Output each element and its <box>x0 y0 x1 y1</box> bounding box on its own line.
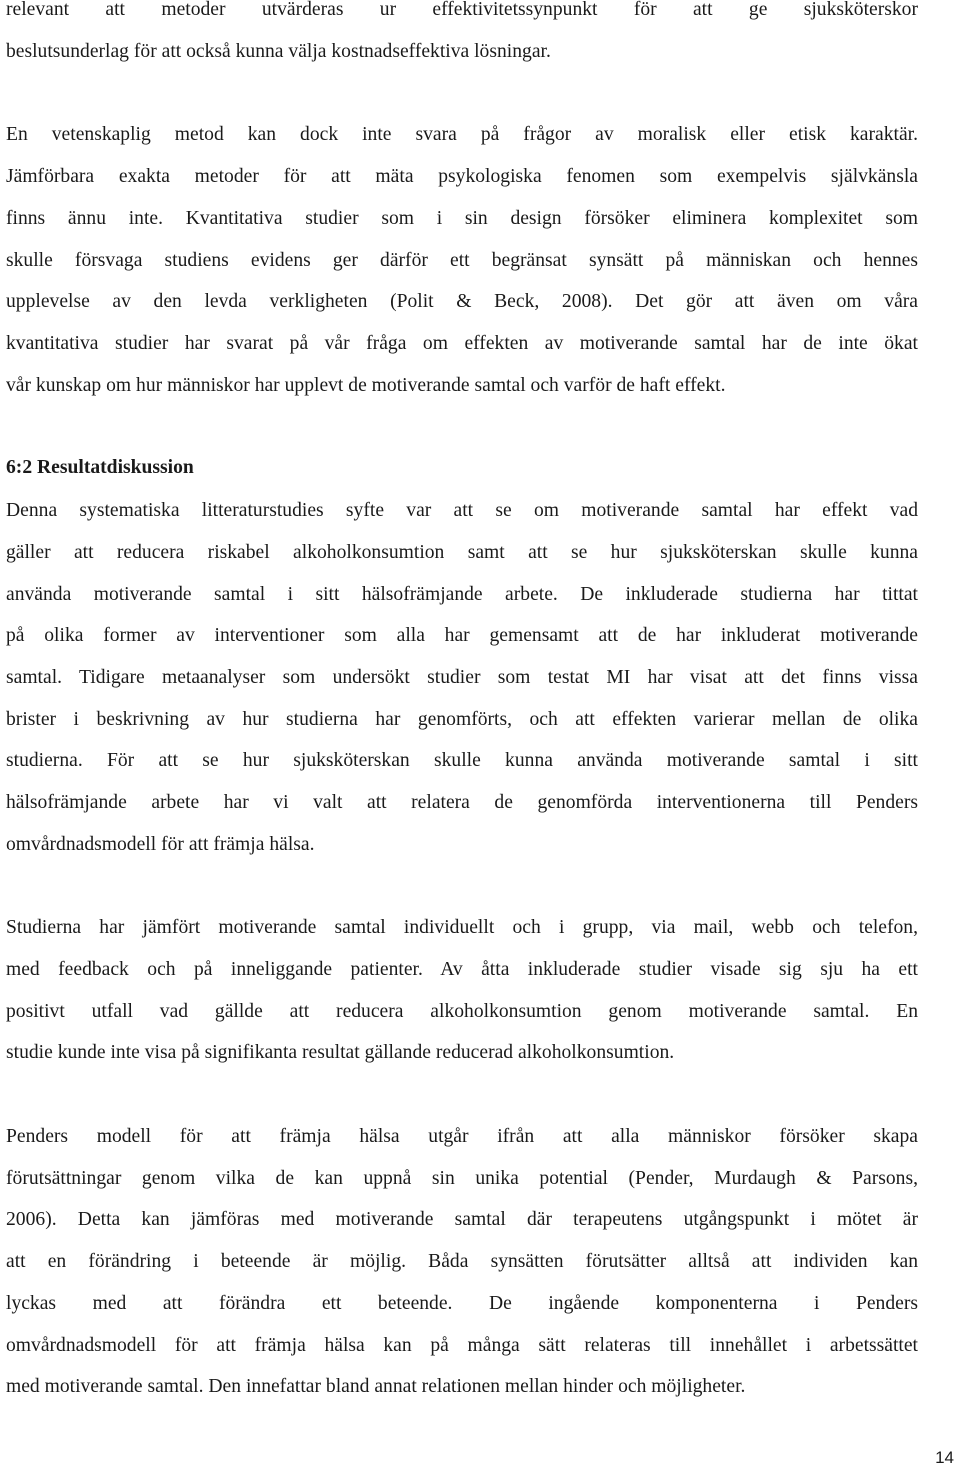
text-line: på olika former av interventioner som alla har gemensamt att de har inkluderat motiverande <box>6 625 918 646</box>
text-line: relevant att metoder utvärderas ur effektivitetssynpunkt för att ge sjuksköterskor <box>6 0 918 20</box>
text-line: studierna. För att se hur sjuksköterskan skulle kunna använda motiverande samtal i sitt <box>6 750 918 771</box>
text-line: hälsofrämjande arbete har vi valt att relatera de genomförda interventionerna till Penders <box>6 792 918 813</box>
text-line: samtal. Tidigare metaanalyser som undersökt studier som testat MI har visat att det finns vissa <box>6 667 918 688</box>
text-line: 2006). Detta kan jämföras med motiverande samtal där terapeutens utgångspunkt i mötet är <box>6 1209 918 1230</box>
page-number: 14 <box>935 1448 954 1467</box>
text-line: omvårdnadsmodell för att främja hälsa kan på många sätt relateras till innehållet i arbetssättet <box>6 1335 918 1356</box>
text-line: skulle försvaga studiens evidens ger därför ett begränsat synsätt på människan och hennes <box>6 250 918 271</box>
text-line: brister i beskrivning av hur studierna har genomförts, och att effekten varierar mellan de olika <box>6 709 918 730</box>
text-line: använda motiverande samtal i sitt hälsofrämjande arbete. De inkluderade studierna har tittat <box>6 584 918 605</box>
text-line: En vetenskaplig metod kan dock inte svara på frågor av moralisk eller etisk karaktär. <box>6 124 918 145</box>
text-line: upplevelse av den levda verkligheten (Polit & Beck, 2008). Det gör att även om våra <box>6 291 918 312</box>
text-line: Denna systematiska litteraturstudies syfte var att se om motiverande samtal har effekt vad <box>6 500 918 521</box>
text-line: finns ännu inte. Kvantitativa studier som i sin design försöker eliminera komplexitet som <box>6 208 918 229</box>
section-heading: 6:2 Resultatdiskussion <box>6 457 194 478</box>
text-line: Penders modell för att främja hälsa utgår ifrån att alla människor försöker skapa <box>6 1126 918 1147</box>
text-line: studie kunde inte visa på signifikanta resultat gällande reducerad alkoholkonsumtion. <box>6 1042 675 1063</box>
text-line: med feedback och på inneliggande patienter. Av åtta inkluderade studier visade sig sju ha ett <box>6 959 918 980</box>
text-line: gäller att reducera riskabel alkoholkonsumtion samt att se hur sjuksköterskan skulle kunna <box>6 542 918 563</box>
text-line: omvårdnadsmodell för att främja hälsa. <box>6 834 315 855</box>
text-line: positivt utfall vad gällde att reducera alkoholkonsumtion genom motiverande samtal. En <box>6 1001 918 1022</box>
text-line: med motiverande samtal. Den innefattar bland annat relationen mellan hinder och möjligheter. <box>6 1376 746 1397</box>
text-line: beslutsunderlag för att också kunna välja kostnadseffektiva lösningar. <box>6 41 551 62</box>
text-line: Jämförbara exakta metoder för att mäta psykologiska fenomen som exempelvis självkänsla <box>6 166 918 187</box>
text-line: förutsättningar genom vilka de kan uppnå sin unika potential (Pender, Murdaugh & Parsons, <box>6 1168 918 1189</box>
text-line: lyckas med att förändra ett beteende. De ingående komponenterna i Penders <box>6 1293 918 1314</box>
text-line: Studierna har jämfört motiverande samtal individuellt och i grupp, via mail, webb och telefon, <box>6 917 918 938</box>
text-line: kvantitativa studier har svarat på vår fråga om effekten av motiverande samtal har de inte ökat <box>6 333 918 354</box>
text-line: vår kunskap om hur människor har upplevt de motiverande samtal och varför de haft effekt. <box>6 375 726 396</box>
text-line: att en förändring i beteende är möjlig. Båda synsätten förutsätter alltså att individen kan <box>6 1251 918 1272</box>
